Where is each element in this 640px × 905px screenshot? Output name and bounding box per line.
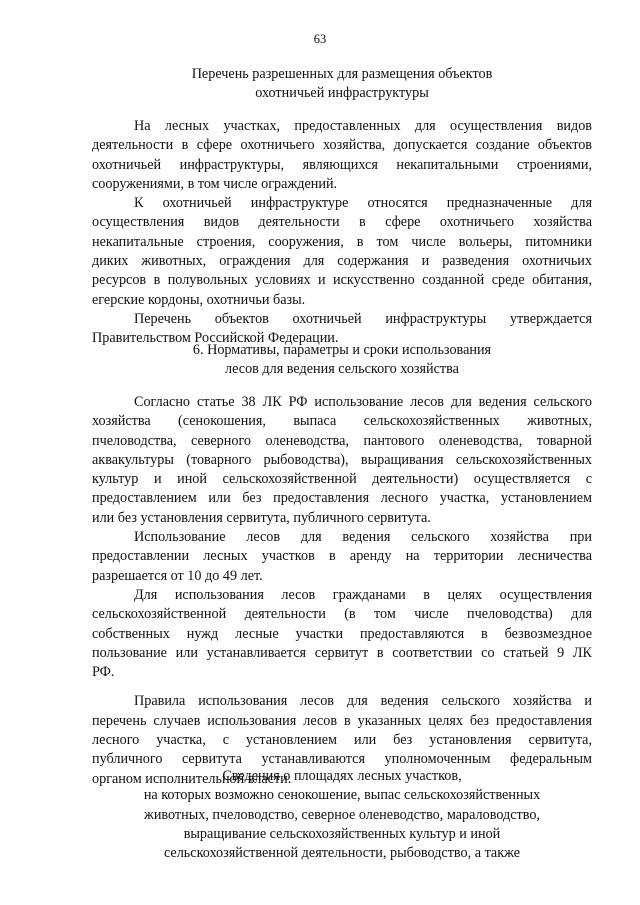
text-line: культур и иной сельскохозяйственной деятельности) осуществляется с [92,471,592,488]
text-line: сельскохозяйственной деятельности (в том числе пчеловодства) для [92,606,592,623]
text-line: сооружениями, в том числе ограждений. [92,175,338,192]
text-line: предоставлением или без предоставления лесного участка, установлением [92,490,592,507]
section-heading-hunting-infrastructure [92,65,592,104]
heading-line: Перечень разрешенных для размещения объектов [191,66,493,82]
text-line: деятельности в сфере охотничьего хозяйства, допускается создание объектов [92,137,592,154]
heading-line: Сведения о площадях лесных участков, [222,768,462,784]
text-line: собственных нужд лесные участки предоставляются в безвозмездное [92,625,592,642]
text-line: Согласно статье 38 ЛК РФ использование лесов для ведения сельского [134,394,592,410]
text-line: охотничьей инфраструктуры, являющихся некапитальными строениями, [92,156,592,173]
text-line: Правительством Российской Федерации. [92,330,339,347]
text-line: егерские кордоны, охотничьи базы. [92,291,306,308]
text-line: осуществления видов деятельности в сфере охотничьего хозяйства [92,214,592,231]
text-line: Использование лесов для ведения сельского хозяйства при [134,529,592,546]
heading-line: сельскохозяйственной деятельности, рыбоводство, а также [163,845,521,862]
page-number: 63 [313,32,327,46]
heading-line: животных, пчеловодство, северное оленеводство, мараловодство, [144,806,540,823]
text-line: органом исполнительной власти. [92,770,292,787]
paragraph [92,194,592,310]
section-heading-agriculture [92,341,592,380]
text-line: К охотничьей инфраструктуре относятся предназначенные для [134,195,592,212]
paragraph [92,117,592,194]
text-line: или без установления сервитута, публичного сервитута. [92,509,431,526]
section-1-body [92,117,592,349]
text-line: На лесных участках, предоставленных для осуществления видов [134,118,592,134]
heading-line: выращивание сельскохозяйственных культур и иной [183,825,501,842]
text-line: хозяйства (сенокошения, выпаса сельскохозяйственных животных, [92,413,592,430]
heading-line: лесов для ведения сельского хозяйства [225,361,459,378]
section-heading-land-areas [92,767,592,863]
text-line: пчеловодства, северного оленеводства, пантового оленеводства, товарной [92,432,592,449]
heading-line: 6. Нормативы, параметры и сроки использования [192,342,492,358]
text-line: перечень случаев использования лесов в указанных целях без предоставления [92,712,592,729]
text-line: предоставлении лесных участков в аренду на территории лесничества [92,548,592,565]
heading-line: на которых возможно сенокошение, выпас сельскохозяйственных [143,787,541,804]
text-line: диких животных, ограждения для содержания и разведения охотничьих [92,253,592,270]
text-line: некапитальные строения, сооружения, в том числе вольеры, питомники [92,233,592,250]
text-line: разрешается от 10 до 49 лет. [92,567,263,584]
section-2-body [92,393,592,789]
text-line: лесного участка, с установлением или без установления сервитута, [92,732,592,749]
text-line: аквакультуры (товарного рыбоводства), выращивания сельскохозяйственных [92,451,592,468]
text-line: пользование или устанавливается сервитут в соответствии со статьей 9 ЛК [92,644,592,661]
text-line: публичного сервитута устанавливаются уполномоченным федеральным [92,751,592,768]
paragraph [92,528,592,586]
text-line: Перечень объектов охотничьей инфраструктуры утверждается [134,310,592,327]
text-line: ресурсов в полувольных условиях и искусственно созданной среде обитания, [92,272,592,289]
heading-line: охотничьей инфраструктуры [255,85,429,102]
text-line: Правила использования лесов для ведения сельского хозяйства и [134,693,592,710]
paragraph [92,586,592,682]
paragraph [92,393,592,528]
text-line: РФ. [92,664,115,681]
text-line: Для использования лесов гражданами в целях осуществления [134,586,592,603]
